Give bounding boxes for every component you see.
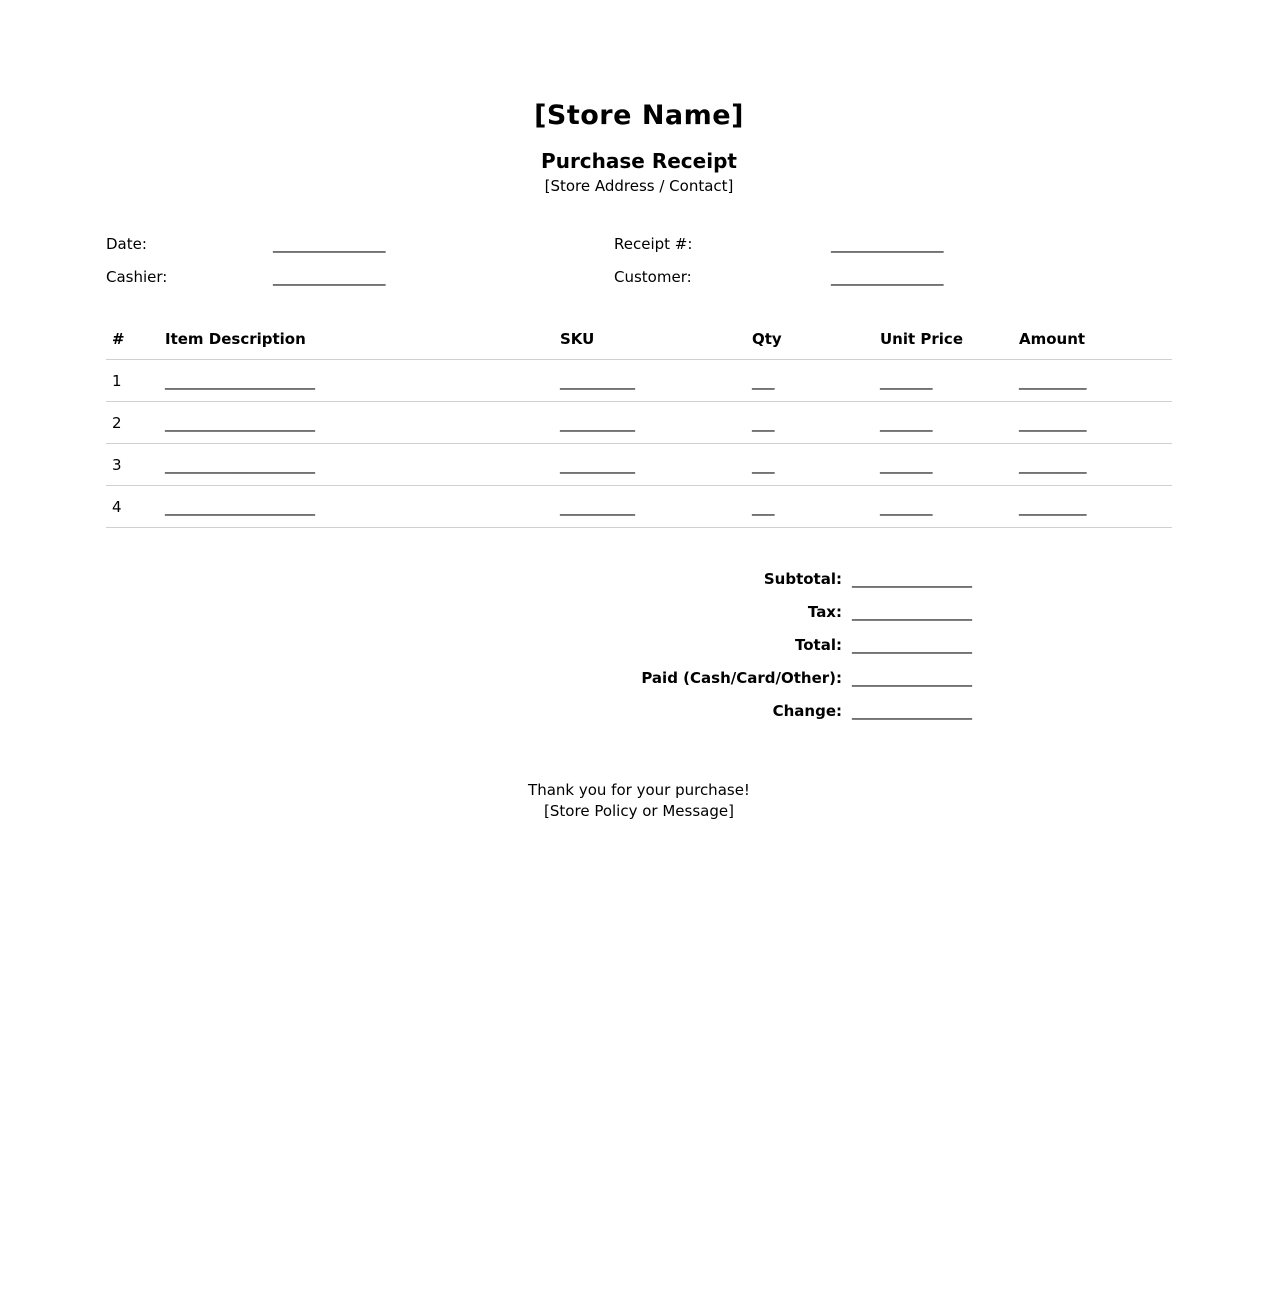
- total-field[interactable]: ________________: [852, 636, 972, 654]
- unit-price-field[interactable]: _______: [874, 444, 1013, 486]
- thank-you-message: Thank you for your purchase!: [528, 781, 750, 799]
- store-address: [Store Address / Contact]: [544, 177, 734, 195]
- column-header-number: #: [106, 318, 159, 360]
- row-number: 4: [106, 486, 159, 528]
- qty-field[interactable]: ___: [746, 402, 874, 444]
- tax-field[interactable]: ________________: [852, 603, 972, 621]
- sku-field[interactable]: __________: [554, 402, 746, 444]
- subtotal-field[interactable]: ________________: [852, 570, 972, 588]
- unit-price-field[interactable]: _______: [874, 402, 1013, 444]
- item-description-field[interactable]: ____________________: [159, 402, 554, 444]
- table-row: [106, 402, 1172, 444]
- cashier-field[interactable]: _______________: [273, 268, 386, 286]
- document-title: Purchase Receipt: [541, 149, 737, 173]
- row-number: 3: [106, 444, 159, 486]
- tax-label: Tax:: [807, 603, 842, 621]
- paid-row: [106, 669, 1172, 702]
- total-row: [106, 636, 1172, 669]
- qty-field[interactable]: ___: [746, 444, 874, 486]
- change-label: Change:: [772, 702, 842, 720]
- receipt-number-label: Receipt #:: [614, 235, 693, 253]
- meta-row: [106, 235, 1172, 268]
- amount-field[interactable]: _________: [1013, 402, 1172, 444]
- customer-field[interactable]: _______________: [831, 268, 944, 286]
- sku-field[interactable]: __________: [554, 444, 746, 486]
- unit-price-field[interactable]: _______: [874, 486, 1013, 528]
- column-header-amount: Amount: [1013, 318, 1172, 360]
- table-row: [106, 444, 1172, 486]
- subtotal-row: [106, 570, 1172, 603]
- subtotal-label: Subtotal:: [763, 570, 842, 588]
- column-header-sku: SKU: [554, 318, 746, 360]
- qty-field[interactable]: ___: [746, 360, 874, 402]
- qty-field[interactable]: ___: [746, 486, 874, 528]
- items-table: [106, 318, 1172, 528]
- date-label: Date:: [106, 235, 147, 253]
- meta-row: [106, 268, 1172, 301]
- date-field[interactable]: _______________: [273, 235, 386, 253]
- receipt-number-field[interactable]: _______________: [831, 235, 944, 253]
- tax-row: [106, 603, 1172, 636]
- store-name: [Store Name]: [534, 100, 744, 131]
- column-header-item-description: Item Description: [159, 318, 554, 360]
- table-row: [106, 360, 1172, 402]
- customer-label: Customer:: [614, 268, 692, 286]
- sku-field[interactable]: __________: [554, 360, 746, 402]
- totals-section: [106, 570, 1172, 735]
- unit-price-field[interactable]: _______: [874, 360, 1013, 402]
- change-row: [106, 702, 1172, 735]
- change-field[interactable]: ________________: [852, 702, 972, 720]
- item-description-field[interactable]: ____________________: [159, 360, 554, 402]
- receipt-footer: [106, 780, 1172, 822]
- paid-field[interactable]: ________________: [852, 669, 972, 687]
- amount-field[interactable]: _________: [1013, 486, 1172, 528]
- column-header-unit-price: Unit Price: [874, 318, 1013, 360]
- total-label: Total:: [795, 636, 842, 654]
- amount-field[interactable]: _________: [1013, 360, 1172, 402]
- sku-field[interactable]: __________: [554, 486, 746, 528]
- amount-field[interactable]: _________: [1013, 444, 1172, 486]
- row-number: 2: [106, 402, 159, 444]
- column-header-qty: Qty: [746, 318, 874, 360]
- cashier-label: Cashier:: [106, 268, 168, 286]
- row-number: 1: [106, 360, 159, 402]
- paid-label: Paid (Cash/Card/Other):: [641, 669, 842, 687]
- store-policy-message: [Store Policy or Message]: [544, 802, 734, 820]
- table-row: [106, 486, 1172, 528]
- receipt-meta: [106, 235, 1172, 301]
- table-header-row: [106, 318, 1172, 360]
- item-description-field[interactable]: ____________________: [159, 444, 554, 486]
- item-description-field[interactable]: ____________________: [159, 486, 554, 528]
